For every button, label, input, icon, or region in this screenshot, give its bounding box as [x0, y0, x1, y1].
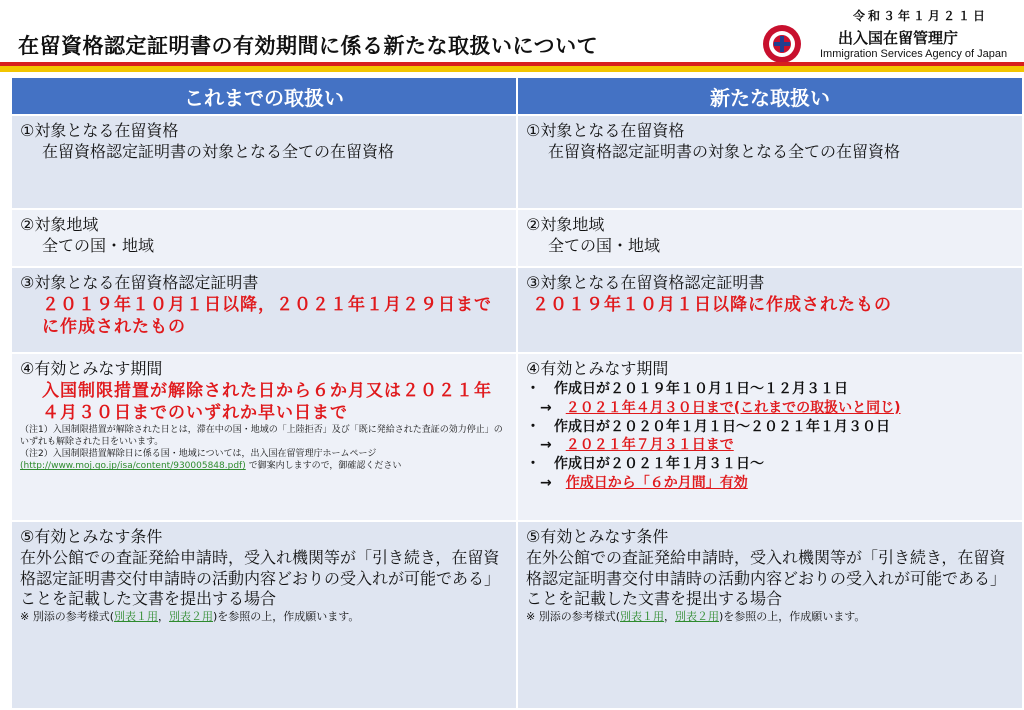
- agency-logo-icon: [762, 24, 802, 64]
- reference-note-end: )を参照の上，作成願います。: [213, 610, 360, 624]
- bullet-item: ・ 作成日が２０１９年１０月１日～１２月３１日: [526, 380, 848, 397]
- agency-name-ja: 出入国在留管理庁: [838, 29, 959, 47]
- note-2-text-end: で御案内しますので，御確認ください: [248, 461, 402, 472]
- row-heading: ①対象となる在留資格: [526, 121, 685, 140]
- arrow-icon: →: [540, 437, 566, 454]
- row-heading: ③対象となる在留資格認定証明書: [20, 273, 259, 292]
- reference-note: [20, 610, 508, 624]
- cell-new-validity-condition: [517, 521, 1023, 709]
- cell-new-validity-period: [517, 353, 1023, 521]
- result-text: ２０２１年４月３０日まで(これまでの取扱いと同じ): [565, 399, 901, 416]
- row-heading: ⑤有効とみなす条件: [526, 527, 669, 546]
- row-heading: ①対象となる在留資格: [20, 121, 179, 140]
- cell-highlight-text: 入国制限措置が解除された日から６か月又は２０２１年４月３０日までのいずれか早い日まで: [42, 380, 492, 423]
- row-heading: ②対象地域: [20, 215, 99, 234]
- cell-new-target-status: [517, 115, 1023, 209]
- reference-sep: ，: [158, 610, 170, 624]
- cell-old-target-region: [11, 209, 517, 267]
- bullet-result: [526, 436, 1014, 455]
- cell-highlight-text: ２０１９年１０月１日以降に作成されたもの: [532, 294, 892, 315]
- comparison-table: [10, 76, 1024, 710]
- arrow-icon: →: [540, 475, 566, 492]
- column-header-old: これまでの取扱い: [11, 77, 517, 115]
- bullet-item: ・ 作成日が２０２０年１月１日～２０２１年１月３０日: [526, 418, 890, 435]
- cell-text: 全ての国・地域: [42, 235, 155, 255]
- cell-text: 在外公館での査証発給申請時，受入れ機関等が「引き続き，在留資格認定証明書交付申請時の活動内容どおりの受入れが可能である」ことを記載した文書を提出する場合: [526, 547, 1007, 609]
- row-heading: ③対象となる在留資格認定証明書: [526, 273, 765, 292]
- page-title: 在留資格認定証明書の有効期間に係る新たな取扱いについて: [18, 34, 599, 58]
- header-divider-yellow: [0, 66, 1024, 72]
- note-1: （注1）入国制限措置が解除された日とは，滞在中の国・地域の「上陸拒否」及び「既に発給された査証の効力停止」のいずれも解除された日をいいます。: [20, 424, 503, 448]
- reference-note-end: )を参照の上，作成願います。: [719, 610, 866, 624]
- reference-note: [526, 610, 1014, 624]
- note-2: [20, 448, 508, 472]
- bullet-result: [526, 474, 1014, 493]
- reference-note-text: ※ 別添の参考様式(: [526, 610, 621, 624]
- cell-text: 在留資格認定証明書の対象となる全ての在留資格: [42, 141, 395, 161]
- reference-link-table2[interactable]: 別表２用: [169, 610, 214, 624]
- note-2-text: （注2）入国制限措置解除日に係る国・地域については，出入国在留管理庁ホームページ: [20, 449, 377, 460]
- result-text: ２０２１年７月３１日まで: [565, 437, 734, 454]
- cell-old-validity-condition: [11, 521, 517, 709]
- row-heading: ⑤有効とみなす条件: [20, 527, 163, 546]
- cell-old-target-status: [11, 115, 517, 209]
- row-heading: ②対象地域: [526, 215, 605, 234]
- date: 令和３年１月２１日: [852, 9, 988, 23]
- cell-text: 全ての国・地域: [548, 235, 661, 255]
- cell-text: 在留資格認定証明書の対象となる全ての在留資格: [548, 141, 901, 161]
- agency-name-en: Immigration Services Agency of Japan: [820, 48, 1008, 60]
- bullet-item: ・ 作成日が２０２１年１月３１日～: [526, 456, 764, 473]
- reference-link-table2[interactable]: 別表２用: [675, 610, 720, 624]
- arrow-icon: →: [540, 399, 566, 416]
- table-row: [11, 267, 1023, 353]
- table-row: [11, 353, 1023, 521]
- note-2-link[interactable]: (http://www.moj.go.jp/isa/content/930005848.pdf): [20, 461, 246, 472]
- cell-text: 在外公館での査証発給申請時，受入れ機関等が「引き続き，在留資格認定証明書交付申請時の活動内容どおりの受入れが可能である」ことを記載した文書を提出する場合: [20, 547, 501, 609]
- cell-new-target-region: [517, 209, 1023, 267]
- reference-sep: ，: [664, 610, 676, 624]
- cell-old-validity-period: [11, 353, 517, 521]
- reference-note-text: ※ 別添の参考様式(: [20, 610, 115, 624]
- cell-old-target-certificate: [11, 267, 517, 353]
- reference-link-table1[interactable]: 別表１用: [620, 610, 665, 624]
- row-heading: ④有効とみなす期間: [526, 359, 669, 378]
- row-heading: ④有効とみなす期間: [20, 359, 163, 378]
- result-text: 作成日から「６か月間」有効: [565, 475, 748, 492]
- cell-highlight-text: ２０１９年１０月１日以降，２０２１年１月２９日までに作成されたもの: [42, 294, 492, 337]
- table-row: [11, 521, 1023, 709]
- table-row: [11, 115, 1023, 209]
- column-header-new: 新たな取扱い: [517, 77, 1023, 115]
- reference-link-table1[interactable]: 別表１用: [114, 610, 159, 624]
- bullet-result: [526, 399, 1014, 418]
- table-row: [11, 209, 1023, 267]
- cell-new-target-certificate: [517, 267, 1023, 353]
